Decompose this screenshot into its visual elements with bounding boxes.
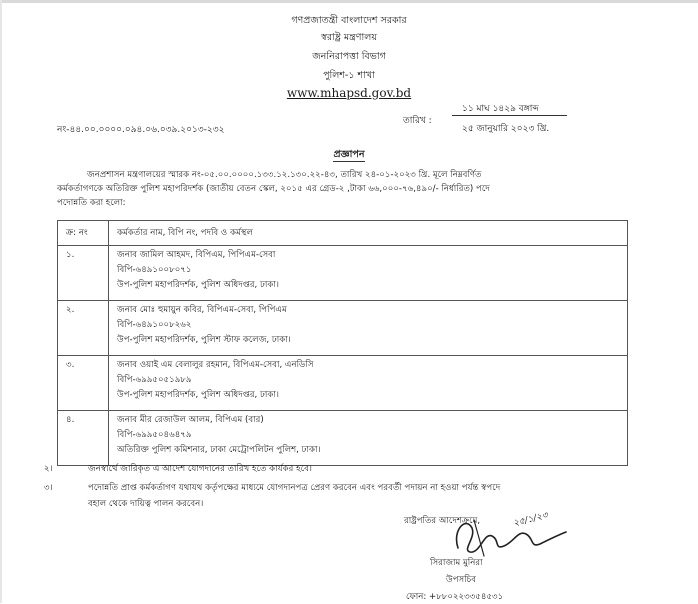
table-row (58, 411, 628, 466)
row-serial: ৩. (58, 356, 109, 411)
table-row (58, 356, 628, 411)
row-details (109, 246, 628, 301)
signatory-name: সিরাজাম মুনিরা (430, 558, 483, 568)
row-details (109, 301, 628, 356)
body-line-1: জনপ্রশাসন মন্ত্রণালয়ের স্মারক নং-০৫.০০.০০০০.১৩৩.১২.১৩০.২২-৪৩, তারিখ ২৪-০১-২০২৩ খ্রি. মূলে নিম্নবর্ণিত (87, 170, 482, 180)
signature-stroke (457, 524, 566, 553)
header-ministry: স্বরাষ্ট্র মন্ত্রণালয় (321, 32, 377, 43)
date-label: তারিখ : (403, 116, 432, 126)
frame-border-top (0, 0, 698, 3)
row-details (109, 356, 628, 411)
officer-post: উপ-পুলিশ মহাপরিদর্শক, পুলিশ অধিদপ্তর, ঢাকা। (117, 390, 279, 400)
header-section: পুলিশ-১ শাখা (323, 70, 375, 81)
memo-number: নং-৪৪.০০.০০০০.০৯৪.০৬.০৩৯.২০১৩-২৩২ (57, 125, 225, 135)
officer-name: জনাব মীর রেজাউল আলম, বিপিএম (বার) (117, 415, 264, 425)
date-divider (452, 115, 567, 116)
signature-date: ২৫/১/২৩ (512, 510, 549, 529)
officer-name: জনাব মোঃ হুমায়ুন কবির, বিপিএম-সেবা, পিপিএম (117, 305, 287, 315)
table-row (58, 246, 628, 301)
date-gregorian: ২৫ জানুয়ারি ২০২৩ খ্রি. (462, 124, 550, 134)
body-line-2: কর্মকর্তাগণকে অতিরিক্ত পুলিশ মহাপরিদর্শক (জাতীয় বেতন স্কেল, ২০১৫ এর গ্রেড-২ ,টাকা ৬৬,০০০-৭৬,৪৯০/- নির্ধারিত) পদে (57, 184, 490, 194)
officer-table (57, 220, 628, 466)
table-row (58, 301, 628, 356)
row-details (109, 411, 628, 466)
item-2-number: ২। (44, 464, 53, 474)
officer-name: জনাব ওয়াই এম বেলালুর রহমান, বিপিএম-সেবা, এনডিসি (117, 360, 314, 370)
officer-name: জনাব জামিল আহমদ, বিপিএম, পিপিএম-সেবা (117, 250, 276, 260)
officer-post: অতিরিক্ত পুলিশ কমিশনার, ঢাকা মেট্রোপলিটন পুলিশ, ঢাকা। (117, 445, 321, 455)
item-3-text: পদোন্নতি প্রাপ্ত কর্মকর্তাগণ যথাযথ কর্তৃপক্ষের মাধ্যমে যোগদানপত্র প্রেরণ করবেন এবং পরবর্তী পদায়ন না হওয়া পর্যন্ত স্বপদে (88, 483, 501, 493)
signature-order-line: রাষ্ট্রপতির আদেশক্রমে, (404, 516, 481, 526)
officer-bp-number: বিপি-৬৪৯১০০৮২৬২ (117, 320, 192, 330)
officer-post: উপ-পুলিশ মহাপরিদর্শক, পুলিশ স্টাফ কলেজ, ঢাকা। (117, 335, 291, 345)
officer-bp-number: বিপি-৬৯৯৫০৫১৯৮৯ (117, 375, 192, 385)
row-serial: ১. (58, 246, 109, 301)
table-header-row (58, 221, 628, 246)
officer-bp-number: বিপি-৬৪৯১০০৮০৭১ (117, 265, 192, 275)
header-website-link[interactable]: www.mhapsd.gov.bd (286, 86, 412, 100)
officer-bp-number: বিপি-৬৯৯৫০৪৬৪৭৯ (117, 430, 192, 440)
item-2-text: জনস্বার্থে জারিকৃত এ আদেশ যোগদানের তারিখ হতে কার্যকর হবে। (88, 464, 312, 474)
body-line-3: পদোন্নতি করা হলো: (57, 198, 126, 208)
header-government: গণপ্রজাতন্ত্রী বাংলাদেশ সরকার (291, 15, 407, 26)
item-3-text-continued: বহাল থেকে দায়িত্ব পালন করবেন। (88, 499, 204, 509)
notification-title-text: প্রজ্ঞাপন (333, 149, 365, 160)
item-3-number: ৩। (44, 483, 53, 493)
signatory-title: উপসচিব (446, 575, 477, 585)
header-division: জননিরাপত্তা বিভাগ (312, 51, 386, 62)
date-bangla: ১১ মাঘ ১৪২৯ বঙ্গাব্দ (462, 104, 539, 114)
signatory-phone: ফোন: +৮৮০২২৩৩৫৪৫৩১ (406, 592, 504, 602)
header-details: কর্মকর্তার নাম, বিপি নং, পদবি ও কর্মস্থল (109, 221, 628, 246)
officer-post: উপ-পুলিশ মহাপরিদর্শক, পুলিশ অধিদপ্তর, ঢাকা। (117, 280, 279, 290)
row-serial: ২. (58, 301, 109, 356)
notification-title (0, 148, 698, 163)
row-serial: ৪. (58, 411, 109, 466)
handwritten-signature (444, 510, 574, 560)
header-serial: ক্র: নং (58, 221, 109, 246)
